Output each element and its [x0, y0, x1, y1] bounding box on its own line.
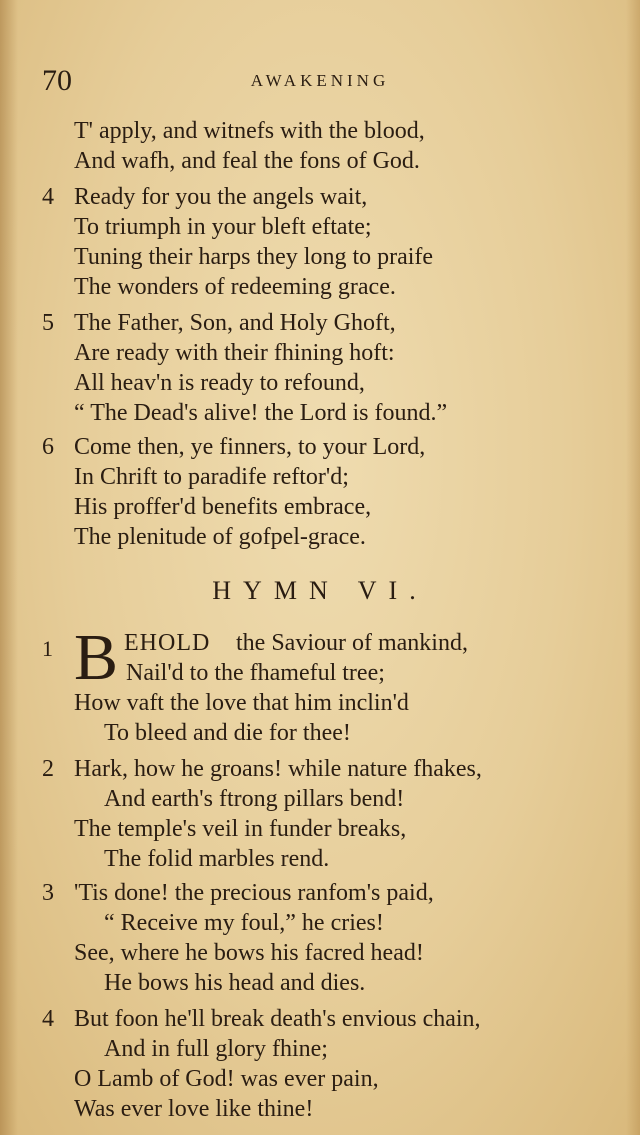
verse-number: 2	[42, 756, 54, 782]
hymn-title: HYMN VI.	[212, 576, 428, 605]
page-number: 70	[42, 64, 72, 97]
verse-line: And in full glory fhine;	[104, 1036, 328, 1062]
verse-line: He bows his head and dies.	[104, 970, 366, 996]
verse-number: 4	[42, 1006, 54, 1032]
verse-line: In Chrift to paradife reftor'd;	[74, 464, 349, 490]
verse-line: And wafh, and feal the fons of God.	[74, 148, 420, 174]
drop-cap: B	[74, 621, 119, 694]
verse-line: EHOLD the Saviour of mankind,	[124, 630, 468, 656]
verse-line: How vaft the love that him inclin'd	[74, 690, 409, 716]
verse-line: See, where he bows his facred head!	[74, 940, 424, 966]
verse-line: 4 But foon he'll break death's envious chain,	[42, 1006, 481, 1032]
verse-line: The plenitude of gofpel-grace.	[74, 524, 366, 550]
verse-line: To bleed and die for thee!	[104, 720, 351, 746]
verse-line: The wonders of redeeming grace.	[74, 274, 396, 300]
verse-line: The temple's veil in funder breaks,	[74, 816, 407, 842]
running-head: AWAKENING	[250, 71, 390, 90]
verse-number: 4	[42, 184, 54, 210]
verse-number: 6	[42, 434, 54, 460]
verse-line: Was ever love like thine!	[74, 1096, 314, 1122]
first-word: EHOLD	[124, 630, 211, 656]
verse-number: 3	[42, 880, 54, 906]
verse-line: “ Receive my foul,” he cries!	[104, 910, 384, 936]
verse-line: T' apply, and witnefs with the blood,	[74, 118, 425, 144]
verse-line: To triumph in your bleft eftate;	[74, 214, 372, 240]
verse-number: 5	[42, 310, 54, 336]
verse-number: 1	[42, 636, 53, 661]
verse-line: 3 'Tis done! the precious ranfom's paid,	[42, 880, 434, 906]
verse-line: 6 Come then, ye finners, to your Lord,	[42, 434, 426, 460]
verse-line: And earth's ftrong pillars bend!	[104, 786, 405, 812]
page-header	[0, 64, 640, 98]
verse-line: Are ready with their fhining hoft:	[74, 340, 395, 366]
verse-line: 2 Hark, how he groans! while nature fhakes,	[42, 756, 482, 782]
verse-line: Tuning their harps they long to praife	[74, 244, 434, 270]
verse-line: “ The Dead's alive! the Lord is found.”	[74, 400, 448, 426]
verse-line: The folid marbles rend.	[104, 846, 330, 872]
verse-line: All heav'n is ready to refound,	[74, 370, 365, 396]
verse-line: O Lamb of God! was ever pain,	[74, 1066, 379, 1092]
verse-line: 5 The Father, Son, and Holy Ghoft,	[42, 310, 396, 336]
verse-line: 4 Ready for you the angels wait,	[42, 184, 368, 210]
verse-line: Nail'd to the fhameful tree;	[126, 660, 385, 686]
verse-line: His proffer'd benefits embrace,	[74, 494, 372, 520]
